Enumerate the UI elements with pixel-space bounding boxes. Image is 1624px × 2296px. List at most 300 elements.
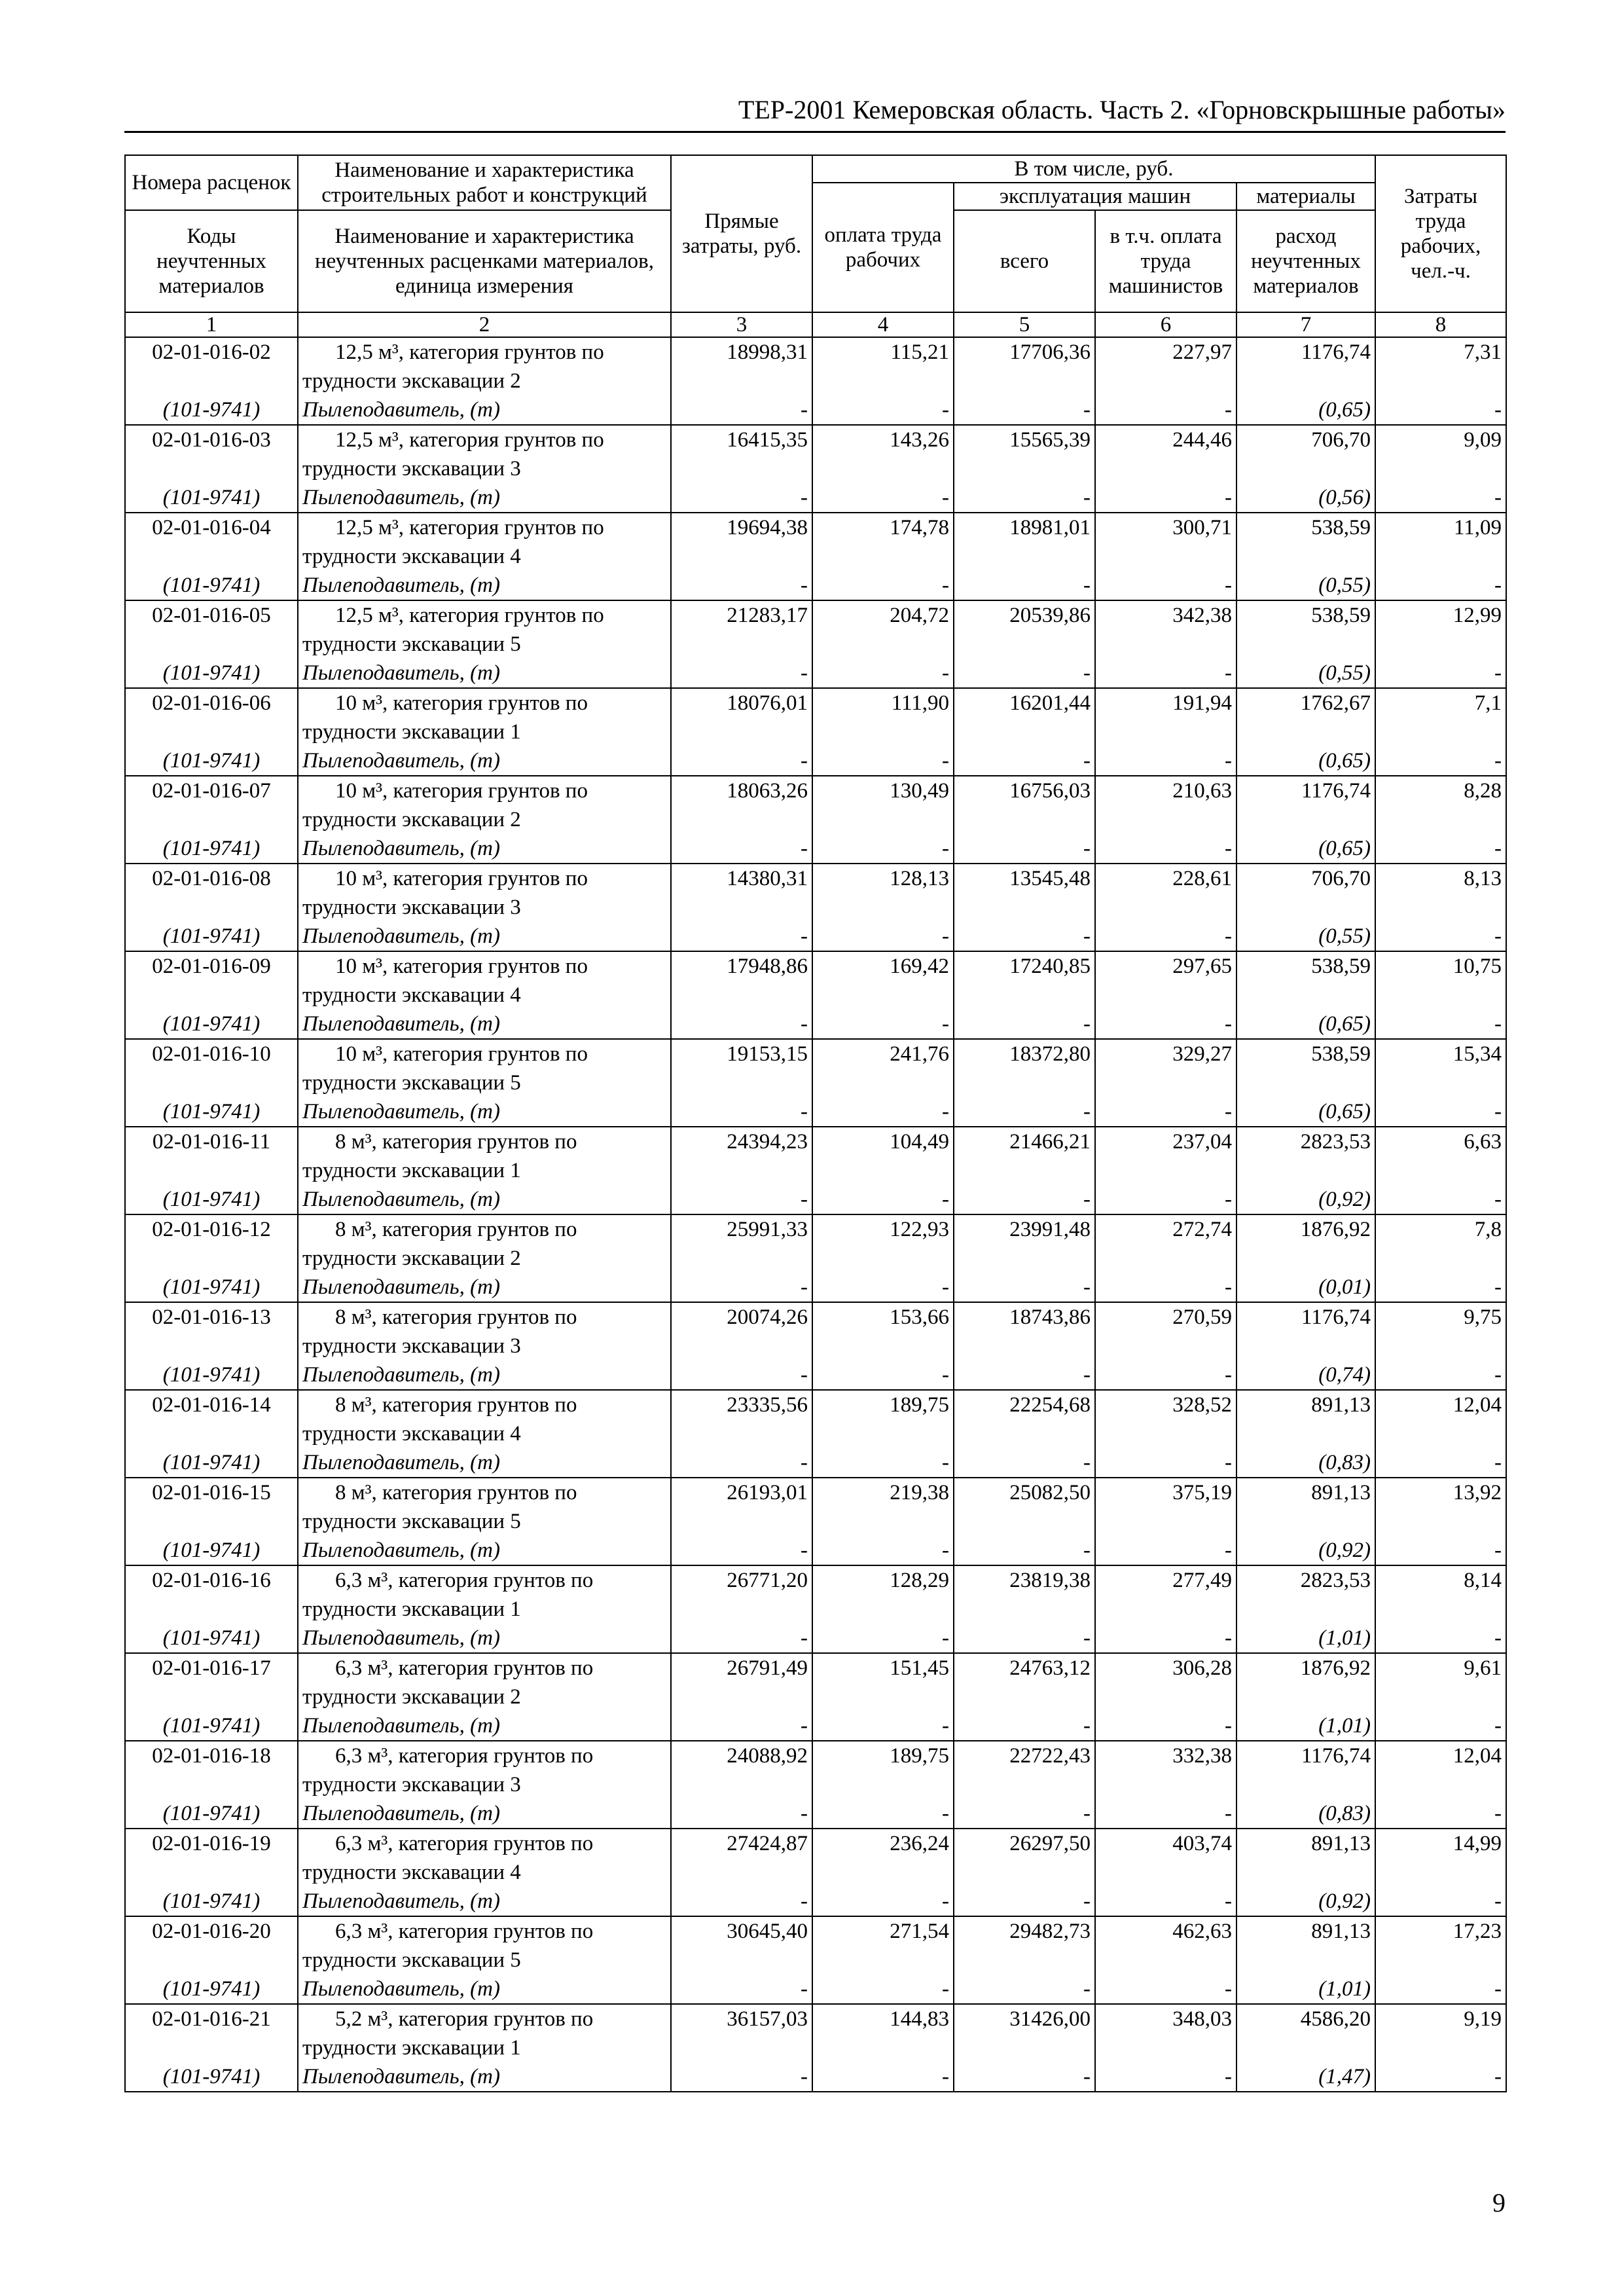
rate-code-cell	[125, 1302, 298, 1390]
materials-cell	[1236, 1127, 1375, 1214]
operator-pay-value: 332,38	[1172, 1744, 1232, 1768]
dash-placeholder: -	[942, 2065, 949, 2088]
material-name: Пылеподавитель, (т)	[302, 2065, 500, 2088]
dash-placeholder: -	[1083, 398, 1091, 422]
machines-total-cell	[954, 1741, 1095, 1829]
machines-total-cell	[954, 1214, 1095, 1302]
material-name: Пылеподавитель, (т)	[302, 1889, 500, 1913]
labor-costs-value: 8,13	[1464, 867, 1502, 890]
dash-placeholder: -	[942, 1100, 949, 1123]
rate-code: 02-01-016-20	[152, 1920, 271, 1943]
direct-costs-value: 26771,20	[727, 1569, 808, 1592]
dash-placeholder: -	[1225, 661, 1232, 685]
rate-code-cell	[125, 1039, 298, 1127]
rate-code-cell	[125, 776, 298, 864]
dash-placeholder: -	[1494, 1626, 1502, 1650]
material-code: (101-9741)	[162, 924, 261, 948]
materials-cell	[1236, 864, 1375, 951]
machines-total-value: 18372,80	[1009, 1042, 1091, 1066]
direct-costs-value: 18998,31	[727, 340, 808, 364]
material-code: (101-9741)	[162, 1539, 261, 1562]
direct-costs-cell	[671, 688, 812, 776]
header-rate-numbers: Номера расценок	[125, 155, 298, 210]
direct-costs-value: 19153,15	[727, 1042, 808, 1066]
direct-costs-value: 27424,87	[727, 1832, 808, 1855]
table-row	[125, 1214, 1506, 1302]
dash-placeholder: -	[801, 1889, 808, 1913]
dash-placeholder: -	[801, 398, 808, 422]
rate-code: 02-01-016-09	[152, 955, 271, 978]
table-row	[125, 1916, 1506, 2004]
materials-value: 891,13	[1311, 1481, 1371, 1504]
description-cell	[298, 1478, 671, 1565]
operator-pay-cell	[1095, 864, 1236, 951]
description-cell	[298, 1127, 671, 1214]
operator-pay-cell	[1095, 688, 1236, 776]
materials-cell	[1236, 425, 1375, 513]
rate-code: 02-01-016-13	[152, 1305, 271, 1329]
operator-pay-value: 227,97	[1172, 340, 1232, 364]
material-name: Пылеподавитель, (т)	[302, 1451, 500, 1474]
dash-placeholder: -	[942, 924, 949, 948]
dash-placeholder: -	[801, 1977, 808, 2001]
dash-placeholder: -	[1225, 1539, 1232, 1562]
operator-pay-cell	[1095, 513, 1236, 600]
dash-placeholder: -	[942, 574, 949, 597]
work-description: 12,5 м³, категория грунтов по трудности экскавации 2	[302, 340, 604, 393]
operator-pay-cell	[1095, 1127, 1236, 1214]
dash-placeholder: -	[1083, 1451, 1091, 1474]
dash-placeholder: -	[801, 837, 808, 860]
work-description: 10 м³, категория грунтов по трудности экскавации 1	[302, 691, 588, 744]
dash-placeholder: -	[801, 1539, 808, 1562]
machines-total-value: 20539,86	[1009, 604, 1091, 627]
labor-costs-value: 7,8	[1474, 1218, 1502, 1241]
materials-value: 538,59	[1311, 604, 1371, 627]
labor-costs-cell	[1375, 1741, 1506, 1829]
labor-costs-cell	[1375, 2004, 1506, 2092]
labor-costs-value: 11,09	[1453, 516, 1502, 539]
description-cell	[298, 1565, 671, 1653]
rate-code: 02-01-016-06	[152, 691, 271, 715]
direct-costs-cell	[671, 1565, 812, 1653]
operator-pay-cell	[1095, 600, 1236, 688]
worker-pay-value: 111,90	[891, 691, 949, 715]
labor-costs-cell	[1375, 1214, 1506, 1302]
dash-placeholder: -	[801, 924, 808, 948]
labor-costs-value: 8,14	[1464, 1569, 1502, 1592]
rate-code: 02-01-016-04	[152, 516, 271, 539]
worker-pay-value: 144,83	[890, 2007, 949, 2031]
rate-code: 02-01-016-02	[152, 340, 271, 364]
machines-total-cell	[954, 1302, 1095, 1390]
direct-costs-cell	[671, 776, 812, 864]
material-name: Пылеподавитель, (т)	[302, 574, 500, 597]
table-body	[125, 337, 1506, 2092]
materials-cell	[1236, 951, 1375, 1039]
material-consumption: (0,65)	[1318, 837, 1371, 860]
labor-costs-value: 7,31	[1464, 340, 1502, 364]
materials-cell	[1236, 1478, 1375, 1565]
material-name: Пылеподавитель, (т)	[302, 1275, 500, 1299]
description-cell	[298, 1653, 671, 1741]
dash-placeholder: -	[1494, 1451, 1502, 1474]
materials-cell	[1236, 1565, 1375, 1653]
dash-placeholder: -	[1225, 1188, 1232, 1211]
operator-pay-cell	[1095, 337, 1236, 425]
machines-total-cell	[954, 337, 1095, 425]
dash-placeholder: -	[1083, 1012, 1091, 1036]
header-machine-operation: эксплуатация машин	[954, 183, 1236, 210]
work-description: 8 м³, категория грунтов по трудности экскавации 5	[302, 1481, 577, 1533]
labor-costs-value: 9,19	[1464, 2007, 1502, 2031]
machines-total-cell	[954, 951, 1095, 1039]
worker-pay-value: 128,29	[890, 1569, 949, 1592]
operator-pay-cell	[1095, 2004, 1236, 2092]
dash-placeholder: -	[942, 1539, 949, 1562]
rates-table	[124, 155, 1507, 2092]
worker-pay-cell	[812, 776, 954, 864]
operator-pay-value: 306,28	[1172, 1656, 1232, 1680]
dash-placeholder: -	[1083, 1188, 1091, 1211]
description-cell	[298, 1214, 671, 1302]
worker-pay-value: 151,45	[890, 1656, 949, 1680]
dash-placeholder: -	[1494, 924, 1502, 948]
labor-costs-value: 13,92	[1453, 1481, 1502, 1504]
labor-costs-cell	[1375, 425, 1506, 513]
direct-costs-value: 20074,26	[727, 1305, 808, 1329]
machines-total-cell	[954, 1829, 1095, 1916]
worker-pay-value: 204,72	[890, 604, 949, 627]
dash-placeholder: -	[1494, 1802, 1502, 1825]
materials-cell	[1236, 776, 1375, 864]
worker-pay-cell	[812, 864, 954, 951]
worker-pay-value: 241,76	[890, 1042, 949, 1066]
material-name: Пылеподавитель, (т)	[302, 1188, 500, 1211]
dash-placeholder: -	[1494, 2065, 1502, 2088]
materials-value: 1762,67	[1300, 691, 1371, 715]
direct-costs-cell	[671, 425, 812, 513]
header-including: В том числе, руб.	[812, 155, 1375, 183]
worker-pay-value: 189,75	[890, 1393, 949, 1417]
header-machines-total: всего	[954, 210, 1095, 312]
dash-placeholder: -	[942, 1012, 949, 1036]
dash-placeholder: -	[1494, 1275, 1502, 1299]
machines-total-cell	[954, 864, 1095, 951]
material-name: Пылеподавитель, (т)	[302, 749, 500, 773]
description-cell	[298, 337, 671, 425]
worker-pay-value: 219,38	[890, 1481, 949, 1504]
dash-placeholder: -	[801, 486, 808, 509]
worker-pay-cell	[812, 1653, 954, 1741]
dash-placeholder: -	[1225, 1626, 1232, 1650]
operator-pay-value: 277,49	[1172, 1569, 1232, 1592]
direct-costs-cell	[671, 337, 812, 425]
work-description: 6,3 м³, категория грунтов по трудности экскавации 2	[302, 1656, 594, 1709]
column-number: 8	[1375, 312, 1506, 337]
machines-total-value: 25082,50	[1009, 1481, 1091, 1504]
material-code: (101-9741)	[162, 1977, 261, 2001]
table-row	[125, 1039, 1506, 1127]
dash-placeholder: -	[1083, 1626, 1091, 1650]
material-consumption: (0,65)	[1318, 749, 1371, 773]
materials-value: 891,13	[1311, 1832, 1371, 1855]
dash-placeholder: -	[801, 2065, 808, 2088]
description-cell	[298, 951, 671, 1039]
rate-code-cell	[125, 513, 298, 600]
rate-code: 02-01-016-17	[152, 1656, 271, 1680]
rate-code-cell	[125, 1565, 298, 1653]
work-description: 10 м³, категория грунтов по трудности экскавации 5	[302, 1042, 588, 1095]
header-direct-costs: Прямые затраты, руб.	[671, 155, 812, 312]
rate-code-cell	[125, 1214, 298, 1302]
dash-placeholder: -	[1225, 2065, 1232, 2088]
direct-costs-value: 30645,40	[727, 1920, 808, 1943]
direct-costs-value: 24088,92	[727, 1744, 808, 1768]
operator-pay-value: 210,63	[1172, 779, 1232, 803]
labor-costs-value: 8,28	[1464, 779, 1502, 803]
table-row	[125, 1565, 1506, 1653]
dash-placeholder: -	[942, 1889, 949, 1913]
rate-code-cell	[125, 688, 298, 776]
material-code: (101-9741)	[162, 1626, 261, 1650]
header-unaccounted-names: Наименование и характеристика неучтенных расценками материалов, единица измерения	[298, 210, 671, 312]
rate-code-cell	[125, 864, 298, 951]
labor-costs-cell	[1375, 776, 1506, 864]
machines-total-cell	[954, 688, 1095, 776]
dash-placeholder: -	[801, 749, 808, 773]
direct-costs-cell	[671, 1039, 812, 1127]
machines-total-value: 17240,85	[1009, 955, 1091, 978]
worker-pay-cell	[812, 1741, 954, 1829]
labor-costs-cell	[1375, 1565, 1506, 1653]
rate-code-cell	[125, 1741, 298, 1829]
direct-costs-cell	[671, 1302, 812, 1390]
column-number: 5	[954, 312, 1095, 337]
description-cell	[298, 425, 671, 513]
labor-costs-value: 6,63	[1464, 1130, 1502, 1154]
machines-total-cell	[954, 1039, 1095, 1127]
direct-costs-value: 26193,01	[727, 1481, 808, 1504]
materials-value: 1176,74	[1301, 340, 1371, 364]
dash-placeholder: -	[942, 1802, 949, 1825]
work-description: 10 м³, категория грунтов по трудности экскавации 4	[302, 955, 588, 1007]
materials-cell	[1236, 1390, 1375, 1478]
material-code: (101-9741)	[162, 486, 261, 509]
work-description: 5,2 м³, категория грунтов по трудности экскавации 1	[302, 2007, 594, 2060]
header-labor-costs: Затраты труда рабочих, чел.-ч.	[1375, 155, 1506, 312]
operator-pay-cell	[1095, 1478, 1236, 1565]
worker-pay-cell	[812, 600, 954, 688]
rate-code-cell	[125, 1653, 298, 1741]
materials-cell	[1236, 337, 1375, 425]
dash-placeholder: -	[1494, 1714, 1502, 1738]
description-cell	[298, 2004, 671, 2092]
operator-pay-value: 342,38	[1172, 604, 1232, 627]
materials-value: 891,13	[1311, 1920, 1371, 1943]
rate-code-cell	[125, 1829, 298, 1916]
header-worker-pay: оплата труда рабочих	[812, 183, 954, 312]
operator-pay-value: 228,61	[1172, 867, 1232, 890]
rate-code-cell	[125, 1478, 298, 1565]
dash-placeholder: -	[942, 398, 949, 422]
worker-pay-value: 271,54	[890, 1920, 949, 1943]
rate-code: 02-01-016-11	[152, 1130, 271, 1154]
dash-placeholder: -	[801, 1188, 808, 1211]
direct-costs-cell	[671, 1829, 812, 1916]
materials-cell	[1236, 1916, 1375, 2004]
rate-code: 02-01-016-19	[152, 1832, 271, 1855]
material-consumption: (1,01)	[1318, 1714, 1371, 1738]
operator-pay-value: 329,27	[1172, 1042, 1232, 1066]
material-consumption: (0,01)	[1318, 1275, 1371, 1299]
direct-costs-cell	[671, 1214, 812, 1302]
dash-placeholder: -	[801, 1100, 808, 1123]
dash-placeholder: -	[1083, 837, 1091, 860]
materials-value: 1876,92	[1300, 1218, 1371, 1241]
labor-costs-cell	[1375, 513, 1506, 600]
worker-pay-cell	[812, 1127, 954, 1214]
dash-placeholder: -	[801, 1012, 808, 1036]
table-row	[125, 513, 1506, 600]
dash-placeholder: -	[801, 574, 808, 597]
description-cell	[298, 513, 671, 600]
machines-total-value: 23991,48	[1009, 1218, 1091, 1241]
direct-costs-value: 18063,26	[727, 779, 808, 803]
dash-placeholder: -	[1225, 1275, 1232, 1299]
labor-costs-cell	[1375, 1653, 1506, 1741]
labor-costs-cell	[1375, 1829, 1506, 1916]
dash-placeholder: -	[1083, 1363, 1091, 1387]
machines-total-cell	[954, 513, 1095, 600]
table-row	[125, 1478, 1506, 1565]
rate-code-cell	[125, 2004, 298, 2092]
worker-pay-cell	[812, 951, 954, 1039]
worker-pay-cell	[812, 1302, 954, 1390]
machines-total-value: 13545,48	[1009, 867, 1091, 890]
material-consumption: (1,47)	[1318, 2065, 1371, 2088]
worker-pay-cell	[812, 1478, 954, 1565]
labor-costs-value: 12,04	[1453, 1393, 1502, 1417]
materials-cell	[1236, 1653, 1375, 1741]
material-code: (101-9741)	[162, 1802, 261, 1825]
labor-costs-value: 12,04	[1453, 1744, 1502, 1768]
material-consumption: (0,65)	[1318, 1012, 1371, 1036]
material-code: (101-9741)	[162, 1188, 261, 1211]
operator-pay-value: 462,63	[1172, 1920, 1232, 1943]
dash-placeholder: -	[1225, 924, 1232, 948]
machines-total-value: 22254,68	[1009, 1393, 1091, 1417]
material-consumption: (1,01)	[1318, 1626, 1371, 1650]
operator-pay-cell	[1095, 1039, 1236, 1127]
labor-costs-value: 15,34	[1453, 1042, 1502, 1066]
dash-placeholder: -	[1225, 1889, 1232, 1913]
material-name: Пылеподавитель, (т)	[302, 398, 500, 422]
table-row	[125, 951, 1506, 1039]
materials-value: 2823,53	[1300, 1569, 1371, 1592]
machines-total-value: 17706,36	[1009, 340, 1091, 364]
direct-costs-cell	[671, 951, 812, 1039]
machines-total-value: 21466,21	[1009, 1130, 1091, 1154]
direct-costs-cell	[671, 864, 812, 951]
header-unaccounted-codes: Коды неучтенных материалов	[125, 210, 298, 312]
worker-pay-value: 122,93	[890, 1218, 949, 1241]
dash-placeholder: -	[1083, 574, 1091, 597]
machines-total-value: 15565,39	[1009, 428, 1091, 452]
direct-costs-cell	[671, 1916, 812, 2004]
materials-value: 891,13	[1311, 1393, 1371, 1417]
materials-value: 538,59	[1311, 955, 1371, 978]
operator-pay-cell	[1095, 1390, 1236, 1478]
machines-total-value: 24763,12	[1009, 1656, 1091, 1680]
rate-code: 02-01-016-08	[152, 867, 271, 890]
machines-total-value: 16756,03	[1009, 779, 1091, 803]
direct-costs-value: 19694,38	[727, 516, 808, 539]
worker-pay-value: 174,78	[890, 516, 949, 539]
materials-value: 1876,92	[1300, 1656, 1371, 1680]
material-name: Пылеподавитель, (т)	[302, 661, 500, 685]
machines-total-value: 26297,50	[1009, 1832, 1091, 1855]
labor-costs-cell	[1375, 688, 1506, 776]
work-description: 6,3 м³, категория грунтов по трудности экскавации 5	[302, 1920, 594, 1972]
rate-code: 02-01-016-03	[152, 428, 271, 452]
direct-costs-value: 26791,49	[727, 1656, 808, 1680]
direct-costs-value: 16415,35	[727, 428, 808, 452]
dash-placeholder: -	[801, 1626, 808, 1650]
material-name: Пылеподавитель, (т)	[302, 924, 500, 948]
labor-costs-value: 12,99	[1453, 604, 1502, 627]
labor-costs-value: 17,23	[1453, 1920, 1502, 1943]
direct-costs-value: 17948,86	[727, 955, 808, 978]
operator-pay-cell	[1095, 1741, 1236, 1829]
materials-cell	[1236, 513, 1375, 600]
labor-costs-cell	[1375, 1390, 1506, 1478]
operator-pay-cell	[1095, 776, 1236, 864]
materials-cell	[1236, 1829, 1375, 1916]
worker-pay-value: 143,26	[890, 428, 949, 452]
operator-pay-value: 300,71	[1172, 516, 1232, 539]
dash-placeholder: -	[1494, 1539, 1502, 1562]
machines-total-cell	[954, 1653, 1095, 1741]
operator-pay-cell	[1095, 1916, 1236, 2004]
dash-placeholder: -	[1225, 837, 1232, 860]
material-code: (101-9741)	[162, 1889, 261, 1913]
description-cell	[298, 688, 671, 776]
machines-total-cell	[954, 425, 1095, 513]
labor-costs-cell	[1375, 1478, 1506, 1565]
table-row	[125, 1302, 1506, 1390]
direct-costs-cell	[671, 1390, 812, 1478]
material-name: Пылеподавитель, (т)	[302, 1626, 500, 1650]
material-consumption: (0,56)	[1318, 486, 1371, 509]
machines-total-value: 29482,73	[1009, 1920, 1091, 1943]
dash-placeholder: -	[1225, 1802, 1232, 1825]
work-description: 6,3 м³, категория грунтов по трудности экскавации 1	[302, 1569, 594, 1621]
header-operator-pay: в т.ч. оплата труда машинистов	[1095, 210, 1236, 312]
dash-placeholder: -	[1083, 924, 1091, 948]
material-name: Пылеподавитель, (т)	[302, 1539, 500, 1562]
materials-cell	[1236, 688, 1375, 776]
material-name: Пылеподавитель, (т)	[302, 1714, 500, 1738]
machines-total-value: 18743,86	[1009, 1305, 1091, 1329]
table-row	[125, 1829, 1506, 1916]
material-code: (101-9741)	[162, 749, 261, 773]
dash-placeholder: -	[942, 837, 949, 860]
worker-pay-cell	[812, 1214, 954, 1302]
column-number: 6	[1095, 312, 1236, 337]
materials-value: 706,70	[1311, 867, 1371, 890]
material-consumption: (0,74)	[1318, 1363, 1371, 1387]
